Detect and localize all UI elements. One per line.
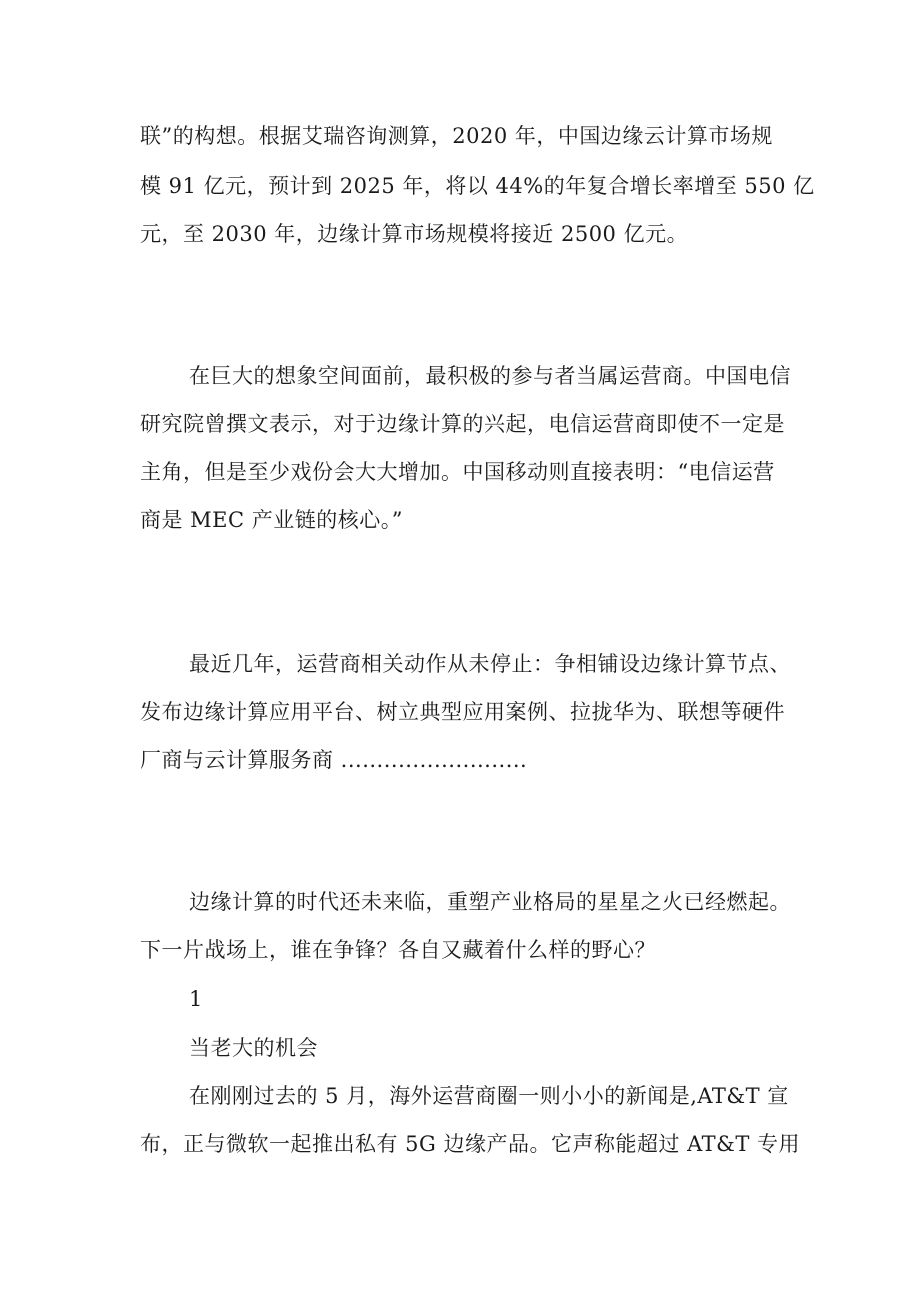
paragraph-1-line-1: 联”的构想。根据艾瑞咨询测算，2020 年，中国边缘云计算市场规 — [140, 124, 773, 148]
paragraph-1-line-3: 元，至 2030 年，边缘计算市场规模将接近 2500 亿元。 — [140, 222, 689, 246]
paragraph-2-line-3: 主角，但是至少戏份会大大增加。中国移动则直接表明：“电信运营 — [140, 460, 775, 484]
paragraph-3-line-3: 厂商与云计算服务商 .......................... — [140, 748, 528, 772]
section-number: 1 — [189, 987, 203, 1011]
paragraph-4-line-2: 下一片战场上，谁在争锋？各自又藏着什么样的野心？ — [140, 938, 656, 962]
paragraph-5-line-1: 在刚刚过去的 5 月，海外运营商圈一则小小的新闻是,AT&T 宣 — [189, 1084, 789, 1108]
paragraph-2-line-4: 商是 MEC 产业链的核心。” — [140, 508, 403, 532]
paragraph-2-line-2: 研究院曾撰文表示，对于边缘计算的兴起，电信运营商即使不一定是 — [140, 412, 785, 436]
paragraph-1-line-2: 模 91 亿元，预计到 2025 年，将以 44%的年复合增长率增至 550 亿 — [140, 174, 815, 198]
paragraph-3-line-1: 最近几年，运营商相关动作从未停止：争相铺设边缘计算节点、 — [189, 652, 791, 676]
paragraph-2-line-1: 在巨大的想象空间面前，最积极的参与者当属运营商。中国电信 — [189, 364, 791, 388]
section-heading: 当老大的机会 — [189, 1036, 318, 1060]
paragraph-3-line-2: 发布边缘计算应用平台、树立典型应用案例、拉拢华为、联想等硬件 — [140, 700, 785, 724]
paragraph-4-line-1: 边缘计算的时代还未来临，重塑产业格局的星星之火已经燃起。 — [189, 890, 791, 914]
paragraph-5-line-2: 布，正与微软一起推出私有 5G 边缘产品。它声称能超过 AT&T 专用 — [140, 1132, 801, 1156]
